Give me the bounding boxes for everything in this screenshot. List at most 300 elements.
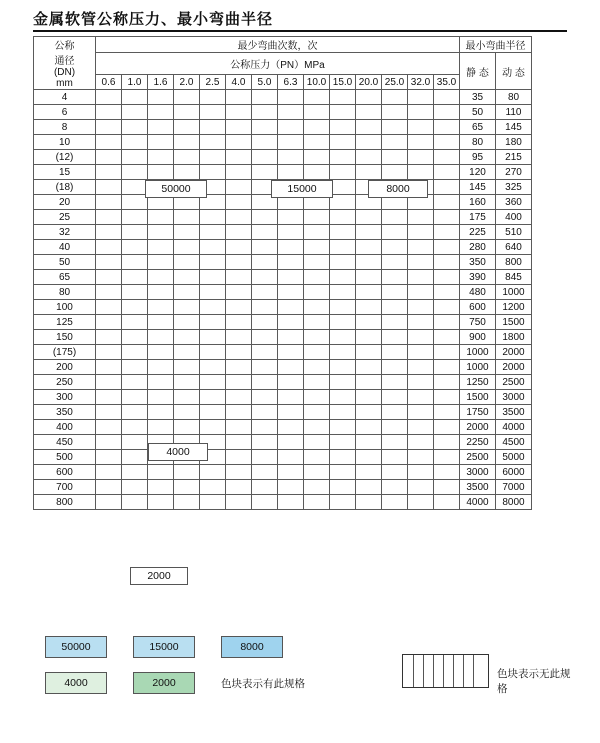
pressure-cell <box>382 480 408 495</box>
dn-cell: 6 <box>34 105 96 120</box>
table-row <box>34 285 532 300</box>
pressure-cell <box>122 270 148 285</box>
cycle-value-label: 15000 <box>271 180 333 198</box>
pressure-cell <box>252 210 278 225</box>
pressure-cell <box>96 450 122 465</box>
pressure-cell <box>174 315 200 330</box>
pressure-cell <box>278 450 304 465</box>
pressure-cell <box>174 495 200 510</box>
table-row <box>34 225 532 240</box>
pressure-cell <box>434 105 460 120</box>
pressure-cell <box>356 300 382 315</box>
pressure-cell <box>122 465 148 480</box>
pressure-cell <box>382 330 408 345</box>
pressure-cell <box>252 150 278 165</box>
pressure-cell <box>200 420 226 435</box>
pressure-cell <box>226 270 252 285</box>
pressure-cell <box>148 150 174 165</box>
pressure-cell <box>148 285 174 300</box>
pressure-cell <box>200 270 226 285</box>
pressure-cell <box>356 480 382 495</box>
pressure-cell <box>278 405 304 420</box>
pressure-cell <box>226 165 252 180</box>
pressure-cell <box>408 495 434 510</box>
radius-static-cell: 3500 <box>460 480 496 495</box>
pressure-cell <box>330 225 356 240</box>
pressure-cell <box>148 270 174 285</box>
pressure-cell <box>330 315 356 330</box>
dn-cell: 80 <box>34 285 96 300</box>
pressure-cell <box>174 375 200 390</box>
pressure-cell <box>252 330 278 345</box>
pressure-cell <box>122 90 148 105</box>
pressure-cell <box>408 465 434 480</box>
radius-dynamic-cell: 1800 <box>496 330 532 345</box>
pressure-cell <box>96 240 122 255</box>
pressure-cell <box>434 390 460 405</box>
pressure-cell <box>382 255 408 270</box>
legend-label-15000: 15000 <box>133 636 195 658</box>
pressure-cell <box>304 120 330 135</box>
pressure-cell <box>434 240 460 255</box>
pressure-cell <box>356 90 382 105</box>
pressure-cell <box>200 375 226 390</box>
pressure-cell <box>304 450 330 465</box>
radius-dynamic-cell: 1000 <box>496 285 532 300</box>
pressure-cell <box>356 240 382 255</box>
pressure-cell <box>148 105 174 120</box>
pressure-cell <box>408 210 434 225</box>
pressure-cell <box>408 480 434 495</box>
pressure-cell <box>382 315 408 330</box>
radius-static-cell: 4000 <box>460 495 496 510</box>
table-row <box>34 375 532 390</box>
pressure-cell <box>252 465 278 480</box>
dn-cell: 125 <box>34 315 96 330</box>
pressure-cell <box>226 210 252 225</box>
radius-dynamic-cell: 145 <box>496 120 532 135</box>
pressure-cell <box>408 390 434 405</box>
dn-cell: 25 <box>34 210 96 225</box>
legend-note-has-spec: 色块表示有此规格 <box>221 678 305 690</box>
dn-cell: (12) <box>34 150 96 165</box>
pressure-cell <box>330 330 356 345</box>
pressure-cell <box>96 120 122 135</box>
pressure-cell <box>382 300 408 315</box>
pressure-cell <box>434 330 460 345</box>
dn-cell: 40 <box>34 240 96 255</box>
pressure-cell <box>278 375 304 390</box>
pressure-cell <box>434 255 460 270</box>
pressure-cell <box>226 360 252 375</box>
pressure-cell <box>200 330 226 345</box>
radius-dynamic-cell: 325 <box>496 180 532 195</box>
pressure-cell <box>330 360 356 375</box>
pressure-cell <box>174 285 200 300</box>
pressure-cell <box>200 150 226 165</box>
pressure-cell <box>330 285 356 300</box>
pressure-cell <box>226 330 252 345</box>
pressure-cell <box>148 480 174 495</box>
pressure-cell <box>408 450 434 465</box>
pressure-cell <box>408 90 434 105</box>
pressure-cell <box>174 150 200 165</box>
radius-dynamic-cell: 6000 <box>496 465 532 480</box>
pressure-cell <box>330 135 356 150</box>
pressure-cell <box>278 285 304 300</box>
pressure-cell <box>278 315 304 330</box>
radius-dynamic-cell: 400 <box>496 210 532 225</box>
dn-header-line-1: 公称 <box>54 41 75 52</box>
pressure-cell <box>382 390 408 405</box>
pressure-cell <box>434 300 460 315</box>
pressure-cell <box>252 420 278 435</box>
pressure-cell <box>252 300 278 315</box>
radius-static-cell: 480 <box>460 285 496 300</box>
pressure-cell <box>122 135 148 150</box>
pressure-cell <box>382 90 408 105</box>
cycle-value-label: 4000 <box>148 443 208 461</box>
pressure-cell <box>252 120 278 135</box>
pressure-cell <box>434 120 460 135</box>
radius-dynamic-cell: 510 <box>496 225 532 240</box>
pressure-cell <box>148 120 174 135</box>
pressure-cell <box>304 360 330 375</box>
bend-count-header: 最少弯曲次数，次 <box>96 37 460 53</box>
pressure-cell <box>434 495 460 510</box>
pressure-cell <box>356 255 382 270</box>
pressure-cell <box>226 405 252 420</box>
pressure-cell <box>382 495 408 510</box>
radius-dynamic-cell: 3500 <box>496 405 532 420</box>
dn-cell: 450 <box>34 435 96 450</box>
pressure-cell <box>356 135 382 150</box>
dn-cell: 65 <box>34 270 96 285</box>
radius-static-cell: 145 <box>460 180 496 195</box>
dn-cell: (175) <box>34 345 96 360</box>
pressure-cell <box>408 330 434 345</box>
pressure-cell <box>122 420 148 435</box>
pressure-cell <box>304 150 330 165</box>
pressure-cell <box>278 330 304 345</box>
legend-label-50000: 50000 <box>45 636 107 658</box>
pressure-cell <box>304 420 330 435</box>
pressure-cell <box>408 360 434 375</box>
dn-cell: 100 <box>34 300 96 315</box>
pressure-cell <box>174 405 200 420</box>
cycle-value-label: 50000 <box>145 180 207 198</box>
pressure-cell <box>252 405 278 420</box>
pressure-cell <box>330 255 356 270</box>
pressure-cell <box>330 480 356 495</box>
pressure-column-header: 25.0 <box>382 75 408 90</box>
pressure-cell <box>252 90 278 105</box>
pressure-cell <box>434 375 460 390</box>
pressure-cell <box>148 210 174 225</box>
pressure-cell <box>96 300 122 315</box>
pressure-cell <box>96 210 122 225</box>
pressure-cell <box>330 150 356 165</box>
pressure-header: 公称压力（PN）MPa <box>96 53 460 75</box>
radius-static-cell: 600 <box>460 300 496 315</box>
pressure-cell <box>174 255 200 270</box>
pressure-cell <box>408 150 434 165</box>
pressure-cell <box>122 345 148 360</box>
radius-static-cell: 120 <box>460 165 496 180</box>
pressure-cell <box>200 120 226 135</box>
pressure-cell <box>200 300 226 315</box>
pressure-cell <box>356 285 382 300</box>
pressure-cell <box>252 225 278 240</box>
pressure-cell <box>408 105 434 120</box>
dn-header-line-3: (DN) <box>53 67 76 78</box>
pressure-cell <box>122 105 148 120</box>
pressure-cell <box>200 495 226 510</box>
radius-static-cell: 750 <box>460 315 496 330</box>
pressure-cell <box>122 360 148 375</box>
pressure-cell <box>174 225 200 240</box>
legend-label-2000: 2000 <box>133 672 195 694</box>
pressure-cell <box>252 495 278 510</box>
pressure-cell <box>200 255 226 270</box>
pressure-cell <box>252 165 278 180</box>
pressure-cell <box>148 90 174 105</box>
pressure-cell <box>96 165 122 180</box>
pressure-cell <box>434 210 460 225</box>
pressure-cell <box>200 90 226 105</box>
pressure-cell <box>226 450 252 465</box>
pressure-cell <box>174 420 200 435</box>
pressure-cell <box>226 120 252 135</box>
pressure-cell <box>200 465 226 480</box>
pressure-cell <box>330 450 356 465</box>
pressure-cell <box>226 285 252 300</box>
pressure-cell <box>434 150 460 165</box>
table-row <box>34 240 532 255</box>
radius-dynamic-cell: 2000 <box>496 360 532 375</box>
legend-note-no-spec: 色块表示无此规格 <box>497 668 571 695</box>
pressure-cell <box>252 375 278 390</box>
pressure-cell <box>174 480 200 495</box>
pressure-cell <box>226 465 252 480</box>
pressure-cell <box>200 225 226 240</box>
pressure-cell <box>96 480 122 495</box>
pressure-cell <box>408 240 434 255</box>
table-row <box>34 105 532 120</box>
no-spec-swatch <box>402 654 489 688</box>
pressure-cell <box>96 270 122 285</box>
pressure-cell <box>122 180 148 195</box>
radius-dynamic-cell: 5000 <box>496 450 532 465</box>
table-row <box>34 270 532 285</box>
radius-static-cell: 95 <box>460 150 496 165</box>
pressure-cell <box>226 105 252 120</box>
pressure-cell <box>434 165 460 180</box>
pressure-column-header: 0.6 <box>96 75 122 90</box>
pressure-cell <box>356 405 382 420</box>
pressure-cell <box>96 420 122 435</box>
pressure-cell <box>382 210 408 225</box>
pressure-cell <box>356 105 382 120</box>
pressure-cell <box>200 210 226 225</box>
dn-cell: 350 <box>34 405 96 420</box>
pressure-cell <box>148 345 174 360</box>
pressure-cell <box>434 225 460 240</box>
dn-header-line-2: 通径 <box>54 56 75 67</box>
pressure-column-header: 2.0 <box>174 75 200 90</box>
pressure-cell <box>148 135 174 150</box>
dn-cell: 400 <box>34 420 96 435</box>
dn-cell: 15 <box>34 165 96 180</box>
pressure-cell <box>434 195 460 210</box>
table-head <box>34 37 532 90</box>
radius-static-cell: 175 <box>460 210 496 225</box>
pressure-cell <box>96 375 122 390</box>
pressure-cell <box>382 420 408 435</box>
radius-static-cell: 280 <box>460 240 496 255</box>
table-row <box>34 465 532 480</box>
pressure-cell <box>408 420 434 435</box>
pressure-cell <box>122 315 148 330</box>
pressure-cell <box>304 390 330 405</box>
pressure-cell <box>122 150 148 165</box>
pressure-cell <box>96 150 122 165</box>
pressure-cell <box>122 255 148 270</box>
pressure-cell <box>148 360 174 375</box>
pressure-cell <box>96 105 122 120</box>
pressure-cell <box>174 390 200 405</box>
pressure-cell <box>356 435 382 450</box>
pressure-cell <box>356 165 382 180</box>
pressure-cell <box>174 330 200 345</box>
table-row <box>34 345 532 360</box>
radius-dynamic-cell: 640 <box>496 240 532 255</box>
pressure-cell <box>96 135 122 150</box>
pressure-cell <box>382 225 408 240</box>
pressure-cell <box>226 495 252 510</box>
radius-dynamic-cell: 4000 <box>496 420 532 435</box>
pressure-cell <box>278 420 304 435</box>
pressure-cell <box>330 210 356 225</box>
pressure-cell <box>408 285 434 300</box>
pressure-cell <box>200 105 226 120</box>
table-body <box>34 90 532 510</box>
pressure-cell <box>174 135 200 150</box>
pressure-cell <box>382 120 408 135</box>
pressure-cell <box>304 165 330 180</box>
pressure-column-header: 5.0 <box>252 75 278 90</box>
pressure-cell <box>408 435 434 450</box>
pressure-cell <box>356 120 382 135</box>
pressure-column-header: 1.0 <box>122 75 148 90</box>
pressure-cell <box>356 375 382 390</box>
pressure-column-header: 4.0 <box>226 75 252 90</box>
pressure-cell <box>304 495 330 510</box>
pressure-cell <box>356 420 382 435</box>
bend-radius-header: 最小弯曲半径 <box>460 37 532 53</box>
pressure-cell <box>278 465 304 480</box>
pressure-cell <box>122 450 148 465</box>
pressure-cell <box>434 435 460 450</box>
pressure-cell <box>200 165 226 180</box>
pressure-cell <box>330 465 356 480</box>
pressure-cell <box>226 300 252 315</box>
legend-label-8000: 8000 <box>221 636 283 658</box>
dn-cell: 700 <box>34 480 96 495</box>
pressure-cell <box>148 315 174 330</box>
table-row <box>34 255 532 270</box>
pressure-cell <box>122 495 148 510</box>
header-row-1 <box>34 37 532 53</box>
dn-cell: 50 <box>34 255 96 270</box>
pressure-cell <box>122 165 148 180</box>
pressure-cell <box>434 315 460 330</box>
pressure-cell <box>96 495 122 510</box>
pressure-cell <box>356 360 382 375</box>
pressure-cell <box>96 345 122 360</box>
radius-static-cell: 350 <box>460 255 496 270</box>
pressure-cell <box>356 150 382 165</box>
pressure-cell <box>226 90 252 105</box>
pressure-cell <box>96 435 122 450</box>
table-row <box>34 360 532 375</box>
pressure-cell <box>252 480 278 495</box>
pressure-cell <box>148 255 174 270</box>
pressure-cell <box>278 105 304 120</box>
pressure-cell <box>226 480 252 495</box>
table-row <box>34 405 532 420</box>
pressure-cell <box>252 435 278 450</box>
pressure-cell <box>304 225 330 240</box>
cycle-value-label: 2000 <box>130 567 188 585</box>
pressure-cell <box>356 270 382 285</box>
radius-static-cell: 1000 <box>460 345 496 360</box>
table-row <box>34 300 532 315</box>
pressure-cell <box>382 435 408 450</box>
pressure-cell <box>330 375 356 390</box>
table-row <box>34 495 532 510</box>
radius-static-header: 静 态 <box>460 53 496 90</box>
pressure-cell <box>96 285 122 300</box>
spec-table <box>33 36 532 510</box>
pressure-cell <box>434 450 460 465</box>
pressure-cell <box>148 300 174 315</box>
pressure-cell <box>252 270 278 285</box>
radius-dynamic-cell: 80 <box>496 90 532 105</box>
pressure-cell <box>278 480 304 495</box>
pressure-cell <box>434 270 460 285</box>
pressure-cell <box>434 465 460 480</box>
table-row <box>34 315 532 330</box>
pressure-cell <box>226 345 252 360</box>
dn-cell: 8 <box>34 120 96 135</box>
pressure-cell <box>148 465 174 480</box>
table-row <box>34 135 532 150</box>
pressure-column-header: 32.0 <box>408 75 434 90</box>
pressure-cell <box>226 195 252 210</box>
pressure-cell <box>122 405 148 420</box>
radius-static-cell: 900 <box>460 330 496 345</box>
dn-header-line-4: mm <box>56 78 73 89</box>
pressure-cell <box>148 375 174 390</box>
pressure-cell <box>226 390 252 405</box>
pressure-cell <box>252 255 278 270</box>
pressure-cell <box>434 90 460 105</box>
pressure-cell <box>252 390 278 405</box>
pressure-cell <box>330 300 356 315</box>
pressure-cell <box>382 375 408 390</box>
pressure-cell <box>408 165 434 180</box>
